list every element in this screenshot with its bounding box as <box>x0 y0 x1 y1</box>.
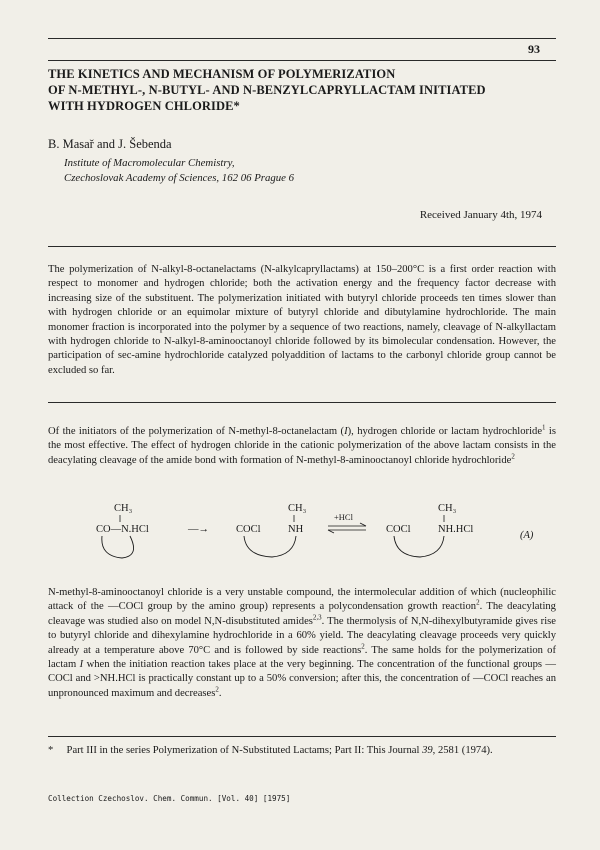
text-run: . <box>218 687 222 699</box>
compound-label: I <box>79 659 84 671</box>
methyl-label: CH₃ <box>114 503 133 514</box>
article-title <box>48 66 558 114</box>
abstract: The polymerization of N-alkyl-8-octanelactams (N-alkylcapryllactams) at 150–200°C is a first order reaction with respect to monomer and hydrogen chloride; both the activation energy and the frequency factor decrease with increasing size of the substituent. The polymerization initiated with butyryl chloride proceeds ten times slower than with hydrogen chloride or an equimolar mixture of butyryl chloride and dibutylamine hydrochloride. The main monomer fraction is incorporated into the polymer by a sequence of two reactions, namely, cleavage of N-alkyllactam with hydrogen chloride to N-alkyl-8-aminooctanoyl chloride followed by its bimolecular condensation. However, the participation of sec-amine hydrochloride catalyzed polyaddition of lactams to the carbonyl chloride group cannot be excluded so far. <box>48 264 556 376</box>
received-date: Received January 4th, 1974 <box>419 209 542 221</box>
lactam-hcl-group: CO—N.HCl <box>96 524 149 535</box>
header-rule <box>48 60 556 61</box>
citation-ref: 2 <box>361 642 365 651</box>
carbonyl-chloride: COCl <box>236 524 261 535</box>
text-run: Part III in the series Polymerization of N-Substituted Lactams; Part II: This Journal <box>66 745 420 756</box>
text-run: . The same holds for the polymerization of lactam <box>48 644 556 671</box>
text-run: when the initiation reaction takes place at the very beginning. The concentration of the functional groups —COCl and >NH.HCl is practically constant up to a 50% conversion; after this, the concentration of —COCl reaches an unpronounced maximum and decreases <box>48 659 556 699</box>
citation-ref: 2,3 <box>312 613 322 622</box>
ring-arc <box>102 536 134 558</box>
compound-label: I <box>344 426 348 437</box>
text-run: , 2581 (1974). <box>432 745 493 756</box>
journal-citation: Collection Czechoslov. Chem. Commun. [Vol. 40] [1975] <box>48 794 291 803</box>
hcl-label: +HCl <box>334 512 353 522</box>
title-line: OF N-METHYL-, N-BUTYL- AND N-BENZYLCAPRYLLACTAM INITIATED <box>48 83 486 97</box>
abstract-bottom-rule <box>48 402 556 403</box>
chain-arc <box>394 536 444 557</box>
affiliation <box>64 156 294 186</box>
footnote <box>48 744 556 758</box>
text-run: ), hydrogen chloride or lactam hydrochloride <box>347 426 543 437</box>
reaction-scheme <box>48 500 556 575</box>
page-number: 93 <box>528 42 540 56</box>
text-run: is the most effective. The effect of hydrogen chloride in the cationic polymerization of the above lactam consists in the deacylating cleavage of the amide bond with formation of N-methyl-8-aminooctanoyl chloride hydrochloride <box>48 426 557 466</box>
citation-ref: 2 <box>215 685 219 694</box>
title-line: WITH HYDROGEN CHLORIDE* <box>48 99 240 113</box>
body-paragraph <box>48 586 556 701</box>
top-rule <box>48 38 556 39</box>
author-line: B. Masař and J. Šebenda <box>48 137 172 151</box>
title-line: THE KINETICS AND MECHANISM OF POLYMERIZATION <box>48 67 396 81</box>
volume-number: 39 <box>422 745 433 756</box>
abstract-top-rule <box>48 246 556 247</box>
amine-hydrochloride: NH.HCl <box>438 524 474 535</box>
amine-group: NH <box>288 524 304 535</box>
carbonyl-chloride: COCl <box>386 524 411 535</box>
methyl-label: CH₃ <box>438 503 457 514</box>
methyl-label: CH₃ <box>288 503 307 514</box>
arrow-head <box>360 523 366 526</box>
text-run: Of the initiators of the polymerization of N-methyl-8-octanelactam ( <box>48 426 345 437</box>
citation-ref: 1 <box>542 423 546 432</box>
intro-paragraph <box>48 425 556 468</box>
affiliation-line: Institute of Macromolecular Chemistry, <box>64 157 235 169</box>
chain-arc <box>244 536 296 557</box>
footnote-rule <box>48 736 556 737</box>
footnote-marker: * <box>48 745 54 756</box>
citation-ref: 2 <box>511 452 515 461</box>
text-run: . The deacylating cleavage was studied also on model N,N-disubstituted amides <box>48 601 556 627</box>
text-run: . The thermolysis of N,N-dihexylbutyramide gives rise to butyryl chloride and dihexylamine hydrochloride in a 60% yield. The deacylating cleavage proceeds very quickly already at a temperature above 70°C and is followed by side reactions <box>48 615 556 656</box>
affiliation-line: Czechoslovak Academy of Sciences, 162 06 Prague 6 <box>64 172 295 184</box>
text-run: N-methyl-8-aminooctanoyl chloride is a very unstable compound, the intermolecular addition of which (nucleophilic attack of the —COCl group by the amino group) represents a polycondensation growth reaction <box>48 587 556 613</box>
scheme-label: (A) <box>520 530 534 541</box>
arrow-head <box>328 530 334 533</box>
reaction-arrow: —→ <box>188 524 209 535</box>
citation-ref: 2 <box>476 598 480 607</box>
